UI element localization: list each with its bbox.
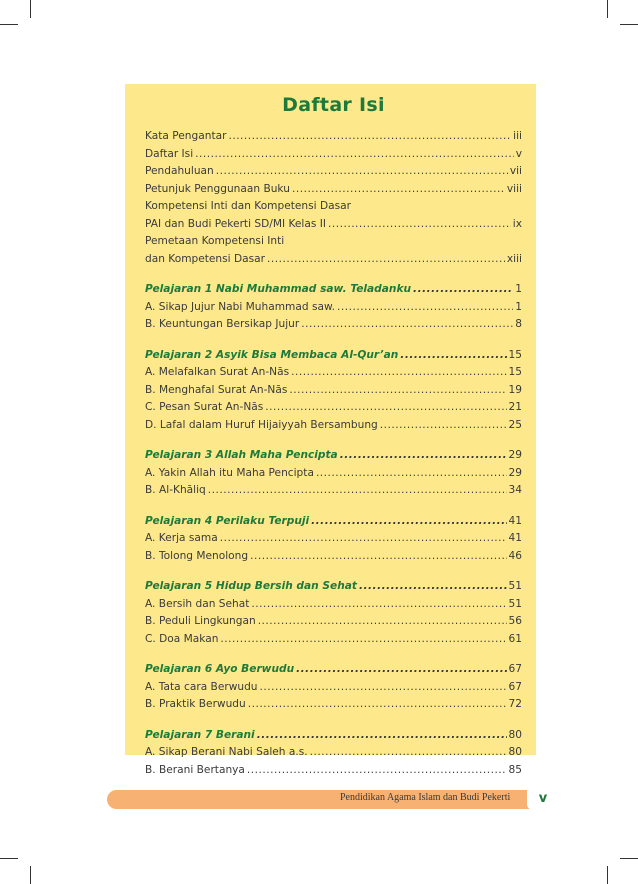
toc-entry-label: Petunjuk Penggunaan Buku <box>145 182 290 195</box>
toc-entry-page: 51 <box>508 597 522 610</box>
toc-entry <box>145 482 522 500</box>
toc-entry-page: 80 <box>508 746 522 758</box>
toc-entry-page: 41 <box>508 514 522 527</box>
toc-lesson-heading <box>145 281 522 299</box>
toc-entry-label: B. Menghafal Surat An-Nās <box>145 383 288 396</box>
toc-entry <box>145 163 522 181</box>
section-gap <box>145 500 522 513</box>
crop-mark <box>0 858 18 859</box>
toc-entry-label: Pendahuluan <box>145 165 214 177</box>
dot-leader <box>258 613 507 631</box>
toc-entry-label: Pelajaran 7 Berani <box>145 728 255 741</box>
crop-mark <box>0 24 18 25</box>
toc-entry <box>145 465 522 483</box>
toc-entry-page: xiii <box>506 252 522 265</box>
toc-lesson-heading <box>145 661 522 679</box>
toc-entry-label: B. Berani Bertanya <box>145 763 245 776</box>
toc-entry-label: A. Bersih dan Sehat <box>145 597 250 610</box>
toc-entry-label: Kompetensi Inti dan Kompetensi Dasar <box>145 200 351 212</box>
toc-entry-label: Pelajaran 5 Hidup Bersih dan Sehat <box>145 580 357 592</box>
toc-entry-label: A. Melafalkan Surat An-Nās <box>145 366 290 378</box>
toc-entry-label: B. Tolong Menolong <box>145 549 249 562</box>
dot-leader <box>380 417 507 435</box>
toc-entry-page: 41 <box>508 532 522 544</box>
toc-lesson-heading <box>145 513 522 531</box>
toc-entry-page: 67 <box>508 663 522 675</box>
toc-entry-label: Pelajaran 2 Asyik Bisa Membaca Al-Qur’an <box>145 348 399 361</box>
toc-entry-page: iii <box>513 130 522 142</box>
dot-leader <box>260 679 507 697</box>
toc-entry-page: 51 <box>508 580 522 592</box>
toc-entry-page: 8 <box>515 318 522 330</box>
toc-entry <box>145 181 522 199</box>
toc-entry-page: 19 <box>508 383 522 396</box>
page-number: v <box>527 786 559 810</box>
dot-leader <box>251 596 506 614</box>
toc-entry <box>145 364 522 382</box>
toc-entry-page: 25 <box>508 418 522 431</box>
dot-leader <box>267 251 505 269</box>
toc-entry-page: 21 <box>508 401 522 413</box>
toc-entry-page: v <box>515 147 522 160</box>
toc-entry <box>145 762 522 780</box>
toc-entry-label: Kata Pengantar <box>145 130 227 142</box>
toc-entry-page: 85 <box>508 763 522 776</box>
toc-list <box>145 128 522 779</box>
toc-entry-page: 61 <box>508 632 522 645</box>
toc-lesson-heading <box>145 727 522 745</box>
toc-entry-label: dan Kompetensi Dasar <box>145 252 265 265</box>
dot-leader <box>310 744 507 762</box>
dot-leader <box>208 482 507 500</box>
crop-mark <box>607 0 608 18</box>
dot-leader <box>257 727 507 745</box>
toc-entry <box>145 613 522 631</box>
footer-book-title: Pendidikan Agama Islam dan Budi Pekerti <box>340 792 511 803</box>
toc-entry-page: 80 <box>508 728 522 741</box>
toc-entry-label: B. Al-Khāliq <box>145 484 206 496</box>
dot-leader <box>301 316 513 334</box>
toc-entry <box>145 299 522 317</box>
section-gap <box>145 648 522 661</box>
crop-mark <box>620 858 638 859</box>
crop-mark <box>30 866 31 884</box>
toc-entry <box>145 382 522 400</box>
toc-entry-page: vii <box>509 165 522 177</box>
crop-mark <box>30 0 31 18</box>
section-gap <box>145 714 522 727</box>
dot-leader <box>328 216 511 234</box>
toc-entry <box>145 316 522 334</box>
table-of-contents-panel <box>125 84 536 776</box>
toc-entry-label: D. Lafal dalam Huruf Hijaiyyah Bersambung <box>145 418 378 431</box>
dot-leader <box>316 465 507 483</box>
toc-lesson-heading <box>145 578 522 596</box>
toc-entry-label: A. Sikap Berani Nabi Saleh a.s. <box>145 746 308 758</box>
toc-entry-page: 56 <box>508 615 522 627</box>
toc-lesson-heading <box>145 347 522 365</box>
dot-leader <box>340 447 507 465</box>
toc-entry-label: A. Yakin Allah itu Maha Pencipta <box>145 466 314 479</box>
dot-leader <box>220 631 506 649</box>
toc-entry-label: C. Pesan Surat An-Nās <box>145 401 264 413</box>
toc-entry-label: Pelajaran 3 Allah Maha Pencipta <box>145 449 338 461</box>
toc-entry <box>145 417 522 435</box>
dot-leader <box>400 347 506 365</box>
toc-entry-page: 46 <box>508 549 522 562</box>
toc-entry <box>145 399 522 417</box>
toc-entry-label: A. Sikap Jujur Nabi Muhammad saw. <box>145 300 336 313</box>
toc-entry-label: PAI dan Budi Pekerti SD/MI Kelas II <box>145 217 326 230</box>
toc-entry-label: B. Praktik Berwudu <box>145 698 246 710</box>
toc-entry-label: Pelajaran 1 Nabi Muhammad saw. Teladanku <box>145 283 412 295</box>
toc-entry <box>145 596 522 614</box>
dot-leader <box>248 696 507 714</box>
dot-leader <box>291 364 506 382</box>
toc-entry-label: Pemetaan Kompetensi Inti <box>145 235 285 247</box>
dot-leader <box>195 146 514 164</box>
dot-leader <box>311 513 506 531</box>
toc-entry-label: B. Keuntungan Bersikap Jujur <box>145 318 300 330</box>
toc-entry-page: 15 <box>508 348 522 361</box>
toc-entry-page: 1 <box>515 283 522 295</box>
dot-leader <box>337 299 513 317</box>
dot-leader <box>289 382 506 400</box>
toc-entry-page: 67 <box>508 680 522 693</box>
toc-entry <box>145 216 522 234</box>
dot-leader <box>228 128 511 146</box>
toc-entry <box>145 146 522 164</box>
crop-mark <box>607 866 608 884</box>
section-gap <box>145 565 522 578</box>
toc-entry <box>145 251 522 269</box>
toc-entry <box>145 198 522 216</box>
toc-entry-label: Pelajaran 4 Perilaku Terpuji <box>145 514 310 527</box>
toc-entry-label: A. Tata cara Berwudu <box>145 680 258 693</box>
toc-entry <box>145 548 522 566</box>
dot-leader <box>216 163 508 181</box>
toc-entry <box>145 679 522 697</box>
dot-leader <box>292 181 505 199</box>
toc-entry <box>145 744 522 762</box>
dot-leader <box>250 548 506 566</box>
toc-entry-page: 72 <box>508 698 522 710</box>
toc-lesson-heading <box>145 447 522 465</box>
dot-leader <box>220 530 507 548</box>
section-gap <box>145 268 522 281</box>
dot-leader <box>296 661 506 679</box>
toc-entry <box>145 530 522 548</box>
dot-leader <box>359 578 507 596</box>
toc-entry-page: viii <box>506 182 522 195</box>
toc-entry-page: 29 <box>508 466 522 479</box>
page-title: Daftar Isi <box>282 94 385 116</box>
toc-entry-page: 34 <box>508 484 522 496</box>
dot-leader <box>413 281 513 299</box>
toc-entry-page: 15 <box>508 366 522 378</box>
toc-entry-label: B. Peduli Lingkungan <box>145 615 256 627</box>
toc-entry <box>145 128 522 146</box>
toc-entry-label: Pelajaran 6 Ayo Berwudu <box>145 663 295 675</box>
toc-entry-label: C. Doa Makan <box>145 632 219 645</box>
toc-entry-page: ix <box>512 217 522 230</box>
toc-entry-label: Daftar Isi <box>145 147 194 160</box>
section-gap <box>145 434 522 447</box>
dot-leader <box>265 399 506 417</box>
crop-mark <box>620 24 638 25</box>
toc-entry <box>145 696 522 714</box>
dot-leader <box>247 762 507 780</box>
toc-entry <box>145 233 522 251</box>
toc-entry <box>145 631 522 649</box>
toc-entry-label: A. Kerja sama <box>145 532 218 544</box>
toc-entry-page: 29 <box>508 449 522 461</box>
toc-entry-page: 1 <box>515 300 522 313</box>
section-gap <box>145 334 522 347</box>
